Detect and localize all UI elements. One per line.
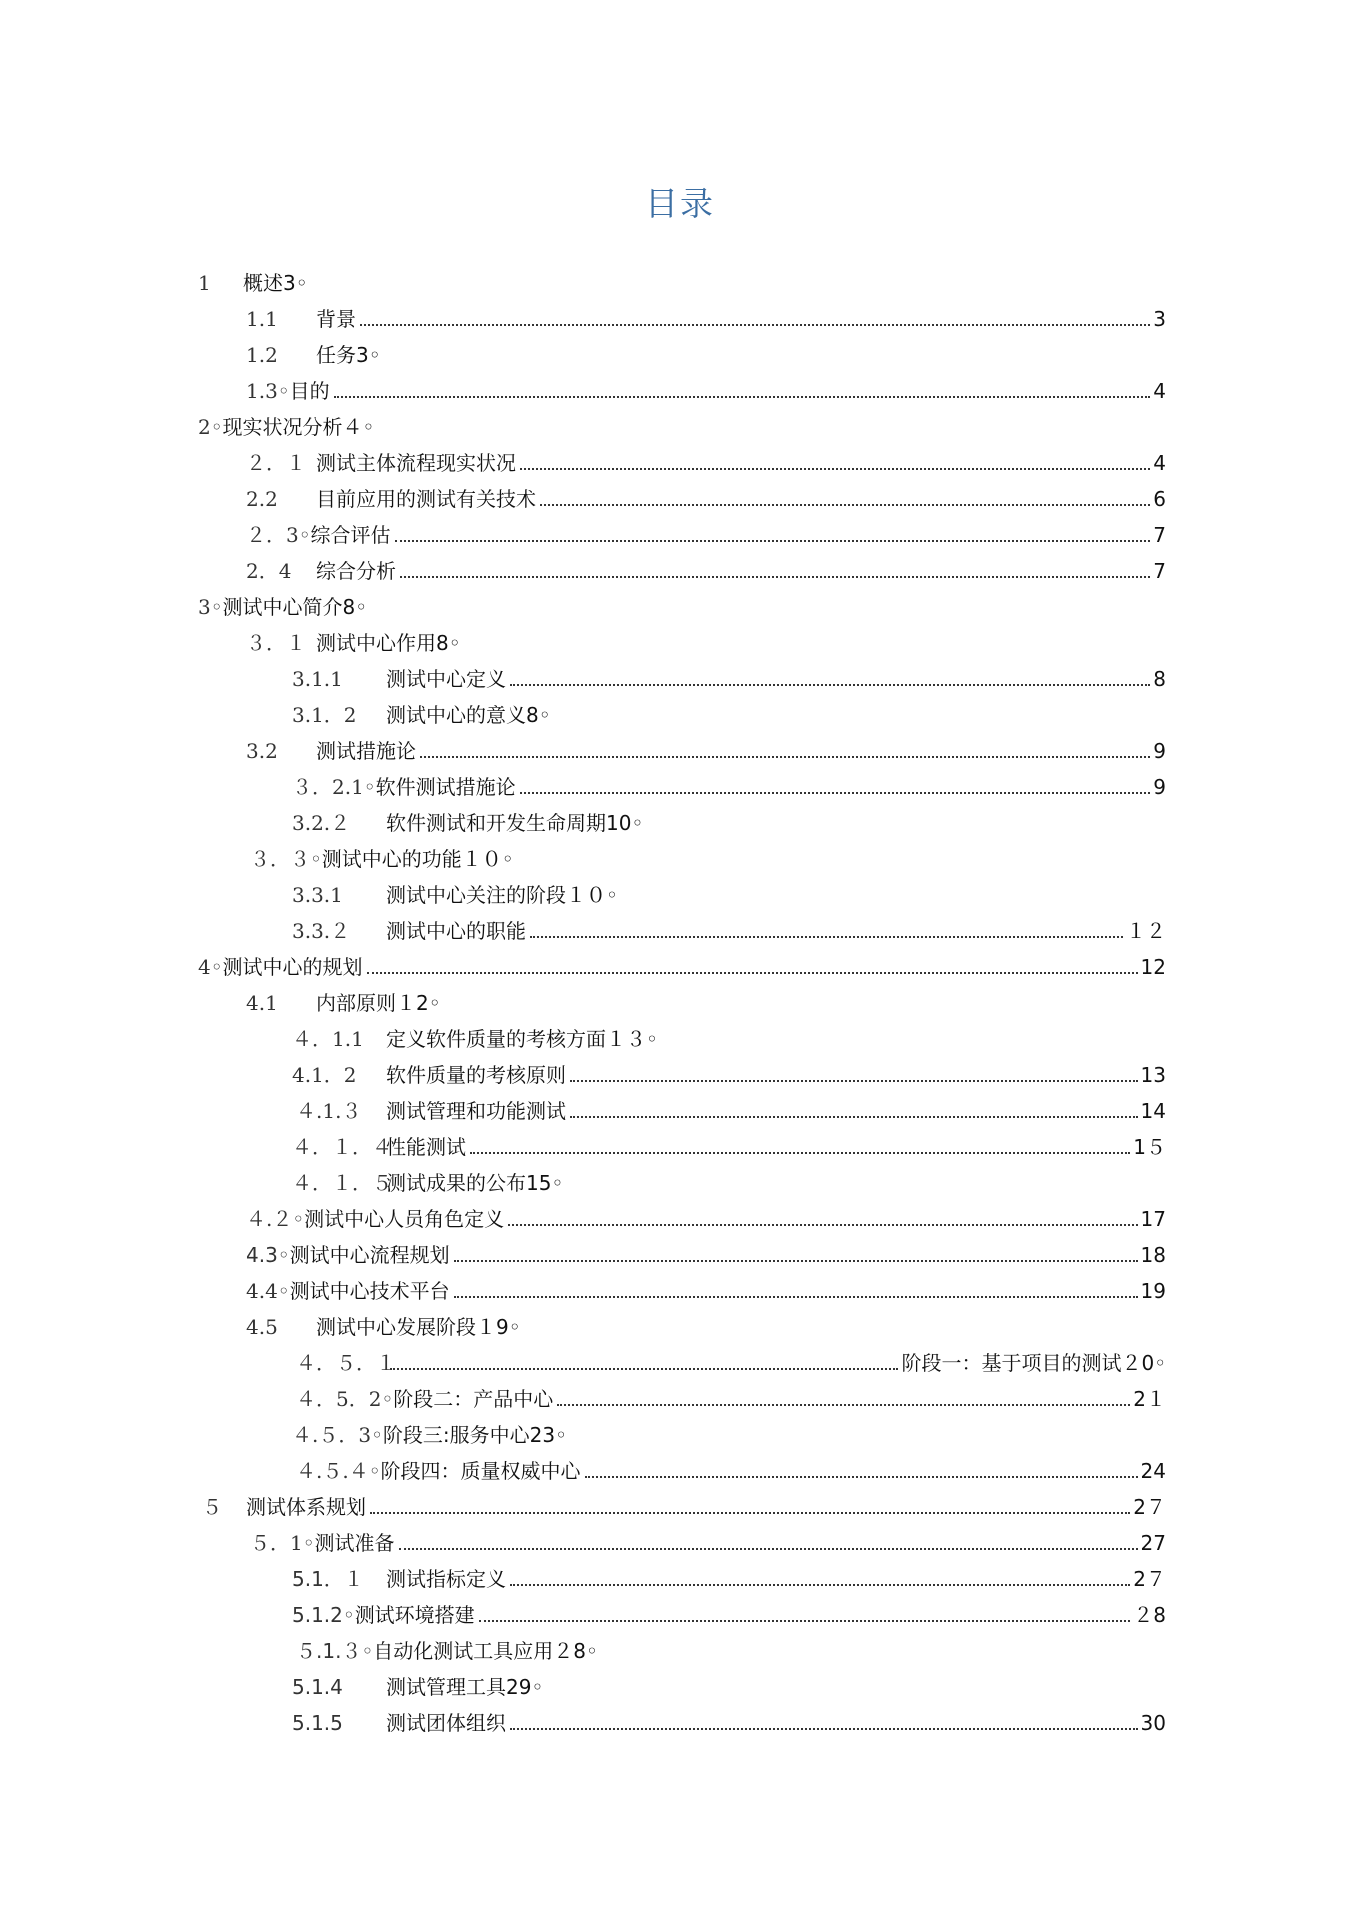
toc-leader-dots [334,396,1151,398]
toc-leader-dots [454,1260,1138,1262]
toc-entry[interactable] [246,728,1166,764]
toc-entry[interactable] [292,692,1166,728]
toc-entry-number: ２．3◦ [246,523,311,547]
toc-entry[interactable] [246,1304,1166,1340]
toc-entry[interactable] [250,1520,1166,1556]
toc-entry[interactable] [292,1124,1166,1160]
toc-entry-title: 测试中心定义 [386,667,506,691]
toc-entry-number: ４.1.３ [296,1099,362,1123]
toc-entry-number: 4.1 [246,991,278,1015]
toc-entry[interactable] [292,1160,1166,1196]
toc-entry-page: 6 [1153,487,1166,511]
toc-entry-title: 内部原则１2◦ [316,991,441,1015]
toc-entry-number: ４．１．４ [292,1135,392,1159]
toc-entry-title: 测试中心人员角色定义 [304,1207,505,1231]
toc-leader-dots [395,540,1151,542]
toc-entry-title: 测试体系规划 [246,1495,366,1519]
toc-entry-page: 12 [1140,955,1166,979]
toc-leader-dots [454,1296,1138,1298]
toc-entry-number: 5.1.5 [292,1711,343,1735]
toc-entry-title: 测试中心的功能１０◦ [321,847,514,871]
toc-entry-number: 1.2 [246,343,278,367]
toc-entry-title: 背景 [316,307,356,331]
toc-entry-page: 4 [1153,379,1166,403]
toc-entry-number: 1 [198,271,211,295]
toc-entry-page: 18 [1140,1243,1166,1267]
toc-entry-title: 测试主体流程现实状况 [316,451,516,475]
toc-entry-number: 5.1．１ [292,1567,364,1591]
toc-entry-title: 测试中心关注的阶段１０◦ [386,883,618,907]
toc-entry[interactable] [292,1700,1166,1736]
toc-entry-page: ２8 [1133,1603,1166,1627]
toc-entry-number: 2.2 [246,487,278,511]
toc-entry[interactable] [292,1664,1166,1700]
toc-entry-title: 测试指标定义 [386,1567,506,1591]
toc-entry-title: 测试中心作用8◦ [316,631,461,655]
toc-entry-page: 9 [1153,739,1166,763]
toc-entry-number: 3.1．2 [292,703,357,727]
toc-entry-title: 测试环境搭建 [354,1603,475,1627]
toc-entry[interactable] [246,512,1166,548]
toc-entry-page: 9 [1153,775,1166,799]
toc-entry-number: ３．2.1◦ [292,775,376,799]
toc-leader-dots [508,1224,1137,1226]
toc-entry-title: 测试中心技术平台 [289,1279,450,1303]
toc-entry-page: １２ [1126,919,1166,943]
toc-entry-title: 测试中心发展阶段１9◦ [316,1315,521,1339]
toc-entry-page: 24 [1140,1459,1166,1483]
toc-entry[interactable] [246,296,1166,332]
toc-entry[interactable] [246,332,1166,368]
toc-entry[interactable] [246,440,1166,476]
toc-entry[interactable] [246,1196,1166,1232]
toc-leader-dots [470,1152,1130,1154]
toc-leader-dots [370,1512,1130,1514]
toc-entry-title: 自动化测试工具应用２8◦ [373,1639,598,1663]
toc-entry-page: 8 [1153,667,1166,691]
toc-entry-title: 软件测试和开发生命周期10◦ [386,811,644,835]
toc-entry-number: 4.1．2 [292,1063,357,1087]
toc-entry-number: 2．4 [246,559,292,583]
toc-leader-dots [399,1548,1138,1550]
toc-entry-number: ４．1.1 [292,1027,364,1051]
toc-entry-title: 综合分析 [316,559,396,583]
toc-entry-title: 软件质量的考核原则 [386,1063,566,1087]
toc-entry[interactable] [292,1412,1166,1448]
toc-entry[interactable] [246,1232,1166,1268]
toc-entry-title: 测试中心的规划 [222,955,363,979]
toc-entry-page: 30 [1140,1711,1166,1735]
toc-entry[interactable] [198,260,1166,296]
toc-leader-dots [570,1116,1138,1118]
toc-entry-title: 目的 [289,379,330,403]
toc-entry-title: 软件测试措施论 [375,775,516,799]
toc-entry-number: 3.2.２ [292,811,351,835]
toc-leader-dots [510,1728,1138,1730]
toc-leader-dots [557,1404,1130,1406]
toc-entry-number: 4.4◦ [246,1279,290,1303]
toc-entry[interactable] [292,1052,1166,1088]
toc-entry-page: 1５ [1133,1135,1166,1159]
toc-entry-page: 3 [1153,307,1166,331]
toc-leader-dots [479,1620,1131,1622]
toc-entry-title: 综合评估 [310,523,391,547]
toc-entry-page: 2７ [1133,1567,1166,1591]
toc-leader-dots [530,936,1123,938]
toc-entry-number: 5.1.2◦ [292,1603,355,1627]
toc-entry-page: 19 [1140,1279,1166,1303]
toc-entry[interactable] [296,1376,1166,1412]
toc-entry-number: ４.２◦ [246,1207,305,1231]
toc-leader-dots [390,1368,898,1370]
toc-leader-dots [400,576,1150,578]
toc-entry-title: 阶段二：产品中心 [393,1387,554,1411]
toc-entry[interactable] [292,872,1166,908]
toc-entry-number: 4.5 [246,1315,278,1339]
toc-entry-title: 概述3◦ [243,271,308,295]
toc-entry-page: 13 [1140,1063,1166,1087]
toc-leader-dots [570,1080,1138,1082]
toc-entry-title: 测试成果的公布15◦ [386,1171,564,1195]
toc-entry-page: 2７ [1133,1495,1166,1519]
toc-entry-number: ４.５.４◦ [296,1459,381,1483]
toc-entry-page: 17 [1140,1207,1166,1231]
toc-entry-title: 测试管理工具29◦ [386,1675,544,1699]
toc-leader-dots [520,468,1150,470]
toc-entry-number: 3.3.1 [292,883,343,907]
toc-leader-dots [420,756,1150,758]
toc-entry-number: 2◦ [198,415,223,439]
toc-entry[interactable] [296,1088,1166,1124]
toc-entry[interactable] [250,836,1166,872]
toc-entry-number: ５.1.３◦ [296,1639,374,1663]
toc-entry-number: 4◦ [198,955,223,979]
toc-leader-dots [520,792,1151,794]
toc-entry-number: ５．1◦ [250,1531,315,1555]
toc-leader-dots [360,324,1150,326]
toc-entry[interactable] [296,1628,1166,1664]
page-title: 目录 [645,184,715,223]
toc-entry-title: 测试中心流程规划 [289,1243,450,1267]
toc-entry[interactable] [246,476,1166,512]
toc-entry[interactable] [246,980,1166,1016]
toc-entry[interactable] [292,656,1166,692]
toc-entry-number: 1.3◦ [246,379,290,403]
toc-entry-page: 7 [1153,559,1166,583]
toc-entry[interactable] [292,908,1166,944]
toc-entry-title: 任务3◦ [316,343,381,367]
toc-entry-number: ２．１ [246,451,306,475]
toc-entry-title: 测试措施论 [316,739,416,763]
toc-entry-title: 现实状况分析４◦ [222,415,375,439]
toc-entry-title: 测试准备 [314,1531,395,1555]
toc-entry[interactable] [198,584,1166,620]
toc-entry[interactable] [198,944,1166,980]
toc-entry-number: ４．１．５ [292,1171,392,1195]
toc-entry-number: 3.3.２ [292,919,351,943]
toc-entry[interactable] [198,404,1166,440]
toc-entry-title: 测试中心简介8◦ [222,595,368,619]
toc-entry[interactable] [246,620,1166,656]
toc-entry[interactable] [246,548,1166,584]
toc-entry-number: 1.1 [246,307,278,331]
toc-entry-number: ４．５．１ [296,1351,396,1375]
toc-entry-page: 27 [1140,1531,1166,1555]
toc-entry[interactable] [296,1448,1166,1484]
toc-leader-dots [367,972,1138,974]
toc-entry[interactable] [246,1268,1166,1304]
toc-entry-number: 3◦ [198,595,223,619]
toc-entry-number: 3.1.1 [292,667,343,691]
toc-entry-page: 7 [1153,523,1166,547]
toc-entry-title: 测试管理和功能测试 [386,1099,566,1123]
toc-leader-dots [585,1476,1138,1478]
toc-entry[interactable] [296,1340,1166,1376]
toc-entry-page: 2１ [1133,1387,1166,1411]
toc-leader-dots [510,684,1150,686]
toc-entry-page: 14 [1140,1099,1166,1123]
toc-entry-title: 阶段三:服务中心23◦ [382,1423,567,1447]
toc-entry-page: 阶段一：基于项目的测试２0◦ [901,1351,1166,1375]
toc-entry-number: ４．5．2◦ [296,1387,394,1411]
toc-entry-title: 性能测试 [386,1135,466,1159]
toc-entry-number: ４.５．3◦ [292,1423,383,1447]
toc-entry-title: 定义软件质量的考核方面１３◦ [386,1027,658,1051]
toc-entry-number: ３．１ [246,631,306,655]
toc-entry-page: 4 [1153,451,1166,475]
toc-entry-number: ３．３◦ [250,847,322,871]
toc-entry-number: 4.3◦ [246,1243,290,1267]
toc-entry-number: 3.2 [246,739,278,763]
toc-entry-title: 测试团体组织 [386,1711,506,1735]
toc-leader-dots [540,504,1150,506]
toc-entry[interactable] [292,800,1166,836]
toc-entry[interactable] [246,368,1166,404]
toc-entry[interactable] [202,1484,1166,1520]
toc-entry[interactable] [292,1556,1166,1592]
toc-entry[interactable] [292,764,1166,800]
toc-entry[interactable] [292,1592,1166,1628]
toc-entry[interactable] [292,1016,1166,1052]
toc-entry-title: 目前应用的测试有关技术 [316,487,536,511]
toc-entry-number: ５ [202,1495,222,1519]
toc-entry-title: 阶段四：质量权威中心 [380,1459,581,1483]
toc-entry-title: 测试中心的意义8◦ [386,703,551,727]
toc-leader-dots [510,1584,1130,1586]
toc-entry-title: 测试中心的职能 [386,919,526,943]
toc-entry-number: 5.1.4 [292,1675,343,1699]
